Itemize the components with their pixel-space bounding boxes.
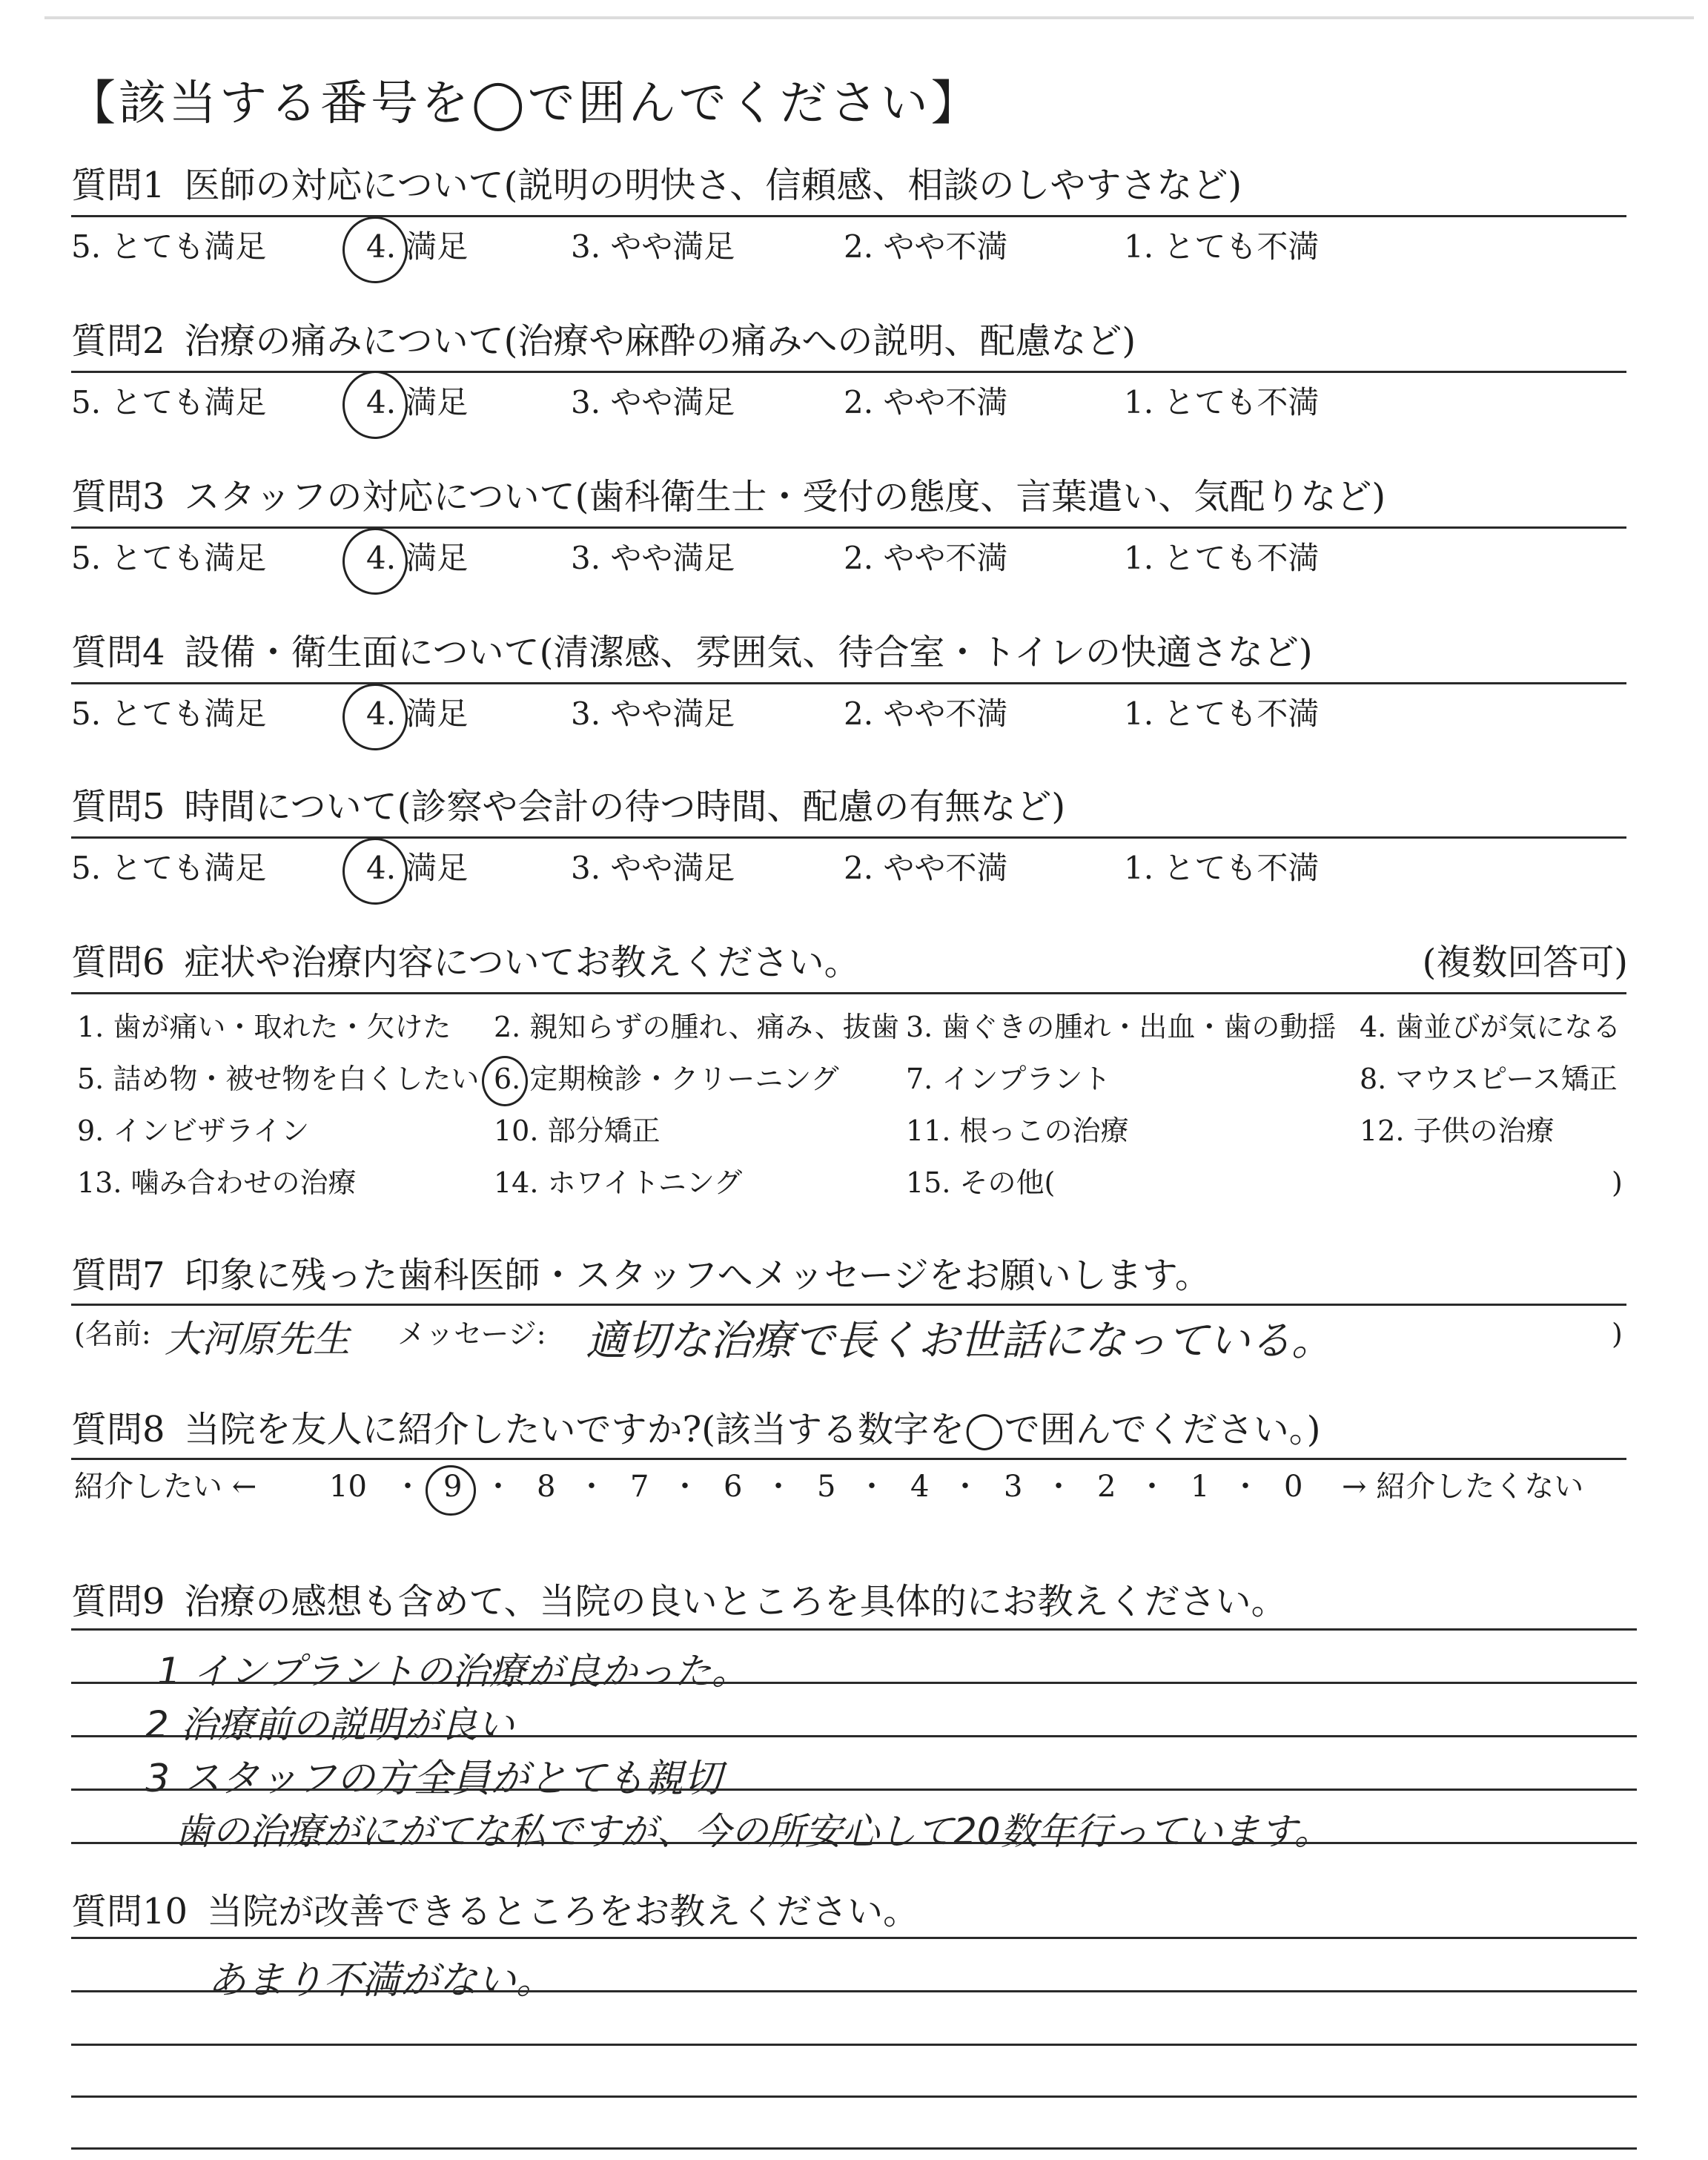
scale-8[interactable]: 8 — [537, 1470, 556, 1504]
scale-dot: ・ — [1044, 1470, 1073, 1504]
symptom-option-12[interactable]: 12. 子供の治療 — [1360, 1114, 1555, 1147]
rating-option-4[interactable]: 4. 満足 — [366, 540, 469, 576]
selected-circle — [342, 684, 408, 750]
selected-circle — [426, 1465, 476, 1516]
rating-option-2[interactable]: 2. やや不満 — [844, 384, 1008, 420]
question-label: 質問3 — [71, 476, 165, 518]
scale-dot: ・ — [483, 1470, 513, 1504]
scale-dot: ・ — [577, 1470, 606, 1504]
name-label: (名前: — [74, 1318, 151, 1350]
question-text: 医師の対応について(説明の明快さ、信頼感、相談のしやすさなど) — [184, 165, 1242, 206]
question-rule — [71, 371, 1626, 373]
answer-line — [71, 1990, 1637, 1992]
question-text: 設備・衛生面について(清潔感、雰囲気、待合室・トイレの快適さなど) — [184, 632, 1313, 673]
question-1 — [71, 163, 1628, 208]
question-rule — [71, 526, 1626, 529]
scale-0[interactable]: 0 — [1284, 1470, 1303, 1504]
scale-dot: ・ — [857, 1470, 887, 1504]
scale-6[interactable]: 6 — [724, 1470, 743, 1504]
question-5 — [71, 785, 1628, 829]
selected-circle — [482, 1056, 528, 1106]
message-close-paren: ) — [1612, 1318, 1623, 1350]
rating-option-5[interactable]: 5. とても満足 — [71, 850, 267, 886]
selected-circle — [342, 838, 408, 905]
symptom-option-11[interactable]: 11. 根っこの治療 — [906, 1114, 1129, 1147]
question-9 — [71, 1579, 1628, 1624]
scale-dot: ・ — [670, 1470, 700, 1504]
question-text: 印象に残った歯科医師・スタッフへメッセージをお願いします。 — [184, 1255, 1211, 1296]
message-handwritten[interactable]: 適切な治療で長くお世話になっている。 — [586, 1317, 1333, 1365]
answer-handwritten-4[interactable]: 歯の治療がにがてな私ですが、今の所安心して20数年行っています。 — [175, 1810, 1331, 1853]
rating-option-5[interactable]: 5. とても満足 — [71, 540, 267, 576]
selected-circle — [342, 217, 408, 283]
question-10 — [71, 1889, 1628, 1934]
scale-dot: ・ — [1137, 1470, 1167, 1504]
symptom-option-1[interactable]: 1. 歯が痛い・取れた・欠けた — [77, 1011, 451, 1043]
question-label: 質問7 — [71, 1255, 165, 1296]
scale-10[interactable]: 10 — [329, 1470, 367, 1504]
top-border — [44, 16, 1694, 19]
answer-line — [71, 1735, 1637, 1737]
question-label: 質問9 — [71, 1581, 165, 1622]
answer-line — [71, 1682, 1637, 1684]
answer-line — [71, 1628, 1637, 1631]
rating-option-1[interactable]: 1. とても不満 — [1124, 228, 1320, 265]
question-label: 質問5 — [71, 786, 165, 828]
page-title: 【該当する番号を◯で囲んでください】 — [68, 76, 982, 131]
rating-option-3[interactable]: 3. やや満足 — [571, 850, 735, 886]
improvement-handwritten[interactable]: あまり不満がない。 — [208, 1958, 555, 2003]
question-4 — [71, 630, 1628, 675]
rating-option-3[interactable]: 3. やや満足 — [571, 384, 735, 420]
answer-line — [71, 2095, 1637, 2098]
symptom-option-15[interactable]: 15. その他( — [906, 1166, 1056, 1199]
symptom-option-9[interactable]: 9. インビザライン — [77, 1114, 310, 1147]
symptom-option-13[interactable]: 13. 噛み合わせの治療 — [77, 1166, 357, 1199]
question-rule — [71, 682, 1626, 684]
rating-option-2[interactable]: 2. やや不満 — [844, 850, 1008, 886]
symptom-option-5[interactable]: 5. 詰め物・被せ物を白くしたい — [77, 1063, 480, 1095]
question-label: 質問8 — [71, 1409, 165, 1450]
rating-option-4[interactable]: 4. 満足 — [366, 228, 469, 265]
answer-line — [71, 2147, 1637, 2150]
question-rule — [71, 215, 1626, 217]
symptom-option-6[interactable]: 6. 定期検診・クリーニング — [494, 1063, 839, 1095]
question-3 — [71, 475, 1628, 519]
symptom-option-10[interactable]: 10. 部分矯正 — [494, 1114, 661, 1147]
other-close-paren: ) — [1612, 1166, 1623, 1199]
scale-dot: ・ — [1231, 1470, 1260, 1504]
answer-line — [71, 1937, 1637, 1939]
scale-2[interactable]: 2 — [1097, 1470, 1116, 1504]
rating-option-1[interactable]: 1. とても不満 — [1124, 850, 1320, 886]
rating-option-2[interactable]: 2. やや不満 — [844, 696, 1008, 732]
question-rule — [71, 1458, 1626, 1460]
rating-option-3[interactable]: 3. やや満足 — [571, 540, 735, 576]
question-rule — [71, 836, 1626, 839]
answer-handwritten-3[interactable]: 3 スタッフの方全員がとても親切 — [145, 1757, 722, 1801]
answer-line — [71, 2044, 1637, 2046]
staff-name-handwritten[interactable]: 大河原先生 — [165, 1318, 350, 1361]
scale-9[interactable]: 9 — [443, 1470, 463, 1504]
symptom-option-4[interactable]: 4. 歯並びが気になる — [1360, 1011, 1621, 1043]
symptom-option-7[interactable]: 7. インプラント — [906, 1063, 1111, 1095]
answer-line — [71, 1842, 1637, 1844]
rating-option-2[interactable]: 2. やや不満 — [844, 540, 1008, 576]
selected-circle — [342, 371, 408, 439]
question-label: 質問6 — [71, 942, 165, 983]
scale-dot: ・ — [950, 1470, 980, 1504]
recommend-left-label: 紹介したい ← — [74, 1470, 257, 1504]
answer-line — [71, 1789, 1637, 1791]
question-label: 質問2 — [71, 320, 165, 362]
question-text: スタッフの対応について(歯科衛生士・受付の態度、言葉遣い、気配りなど) — [184, 476, 1386, 518]
rating-option-1[interactable]: 1. とても不満 — [1124, 696, 1320, 732]
rating-option-1[interactable]: 1. とても不満 — [1124, 540, 1320, 576]
symptom-option-14[interactable]: 14. ホワイトニング — [494, 1166, 743, 1199]
question-label: 質問1 — [71, 165, 165, 206]
rating-option-1[interactable]: 1. とても不満 — [1124, 384, 1320, 420]
question-rule — [71, 1304, 1626, 1306]
scale-4[interactable]: 4 — [910, 1470, 930, 1504]
rating-option-3[interactable]: 3. やや満足 — [571, 228, 735, 265]
answer-handwritten-1[interactable]: 1 インプラントの治療が良かった。 — [157, 1650, 749, 1693]
rating-option-4[interactable]: 4. 満足 — [366, 696, 469, 732]
answer-handwritten-2[interactable]: 2 治療前の説明が良い — [145, 1703, 514, 1746]
rating-option-2[interactable]: 2. やや不満 — [844, 228, 1008, 265]
question-rule — [71, 992, 1626, 994]
question-text: 時間について(診察や会計の待つ時間、配慮の有無など) — [184, 786, 1066, 828]
rating-option-4[interactable]: 4. 満足 — [366, 850, 469, 886]
rating-option-4[interactable]: 4. 満足 — [366, 384, 469, 420]
scale-3[interactable]: 3 — [1004, 1470, 1023, 1504]
scale-dot: ・ — [764, 1470, 793, 1504]
scale-5[interactable]: 5 — [817, 1470, 836, 1504]
recommend-right-label: → 紹介したくない — [1342, 1470, 1584, 1504]
multiple-answer-note: (複数回答可) — [1422, 942, 1628, 983]
rating-option-5[interactable]: 5. とても満足 — [71, 384, 267, 420]
question-label: 質問4 — [71, 632, 165, 673]
rating-option-3[interactable]: 3. やや満足 — [571, 696, 735, 732]
scale-1[interactable]: 1 — [1191, 1470, 1210, 1504]
question-text: 治療の感想も含めて、当院の良いところを具体的にお教えください。 — [184, 1581, 1287, 1622]
question-text: 当院が改善できるところをお教えください。 — [207, 1891, 919, 1932]
symptom-option-2[interactable]: 2. 親知らずの腫れ、痛み、抜歯 — [494, 1011, 899, 1043]
symptom-option-8[interactable]: 8. マウスピース矯正 — [1360, 1063, 1618, 1095]
scale-dot: ・ — [393, 1470, 423, 1504]
question-6 — [71, 940, 1628, 985]
selected-circle — [342, 528, 408, 595]
question-text: 治療の痛みについて(治療や麻酔の痛みへの説明、配慮など) — [184, 320, 1136, 362]
question-8 — [71, 1407, 1628, 1452]
rating-option-5[interactable]: 5. とても満足 — [71, 228, 267, 265]
message-label: メッセージ: — [397, 1318, 546, 1350]
symptom-option-3[interactable]: 3. 歯ぐきの腫れ・出血・歯の動揺 — [906, 1011, 1337, 1043]
question-label: 質問10 — [71, 1891, 188, 1932]
question-text: 症状や治療内容についてお教えください。 — [184, 942, 860, 983]
scale-7[interactable]: 7 — [630, 1470, 649, 1504]
question-7 — [71, 1253, 1628, 1298]
question-text: 当院を友人に紹介したいですか?(該当する数字を◯で囲んでください。) — [184, 1409, 1321, 1450]
question-2 — [71, 319, 1628, 363]
rating-option-5[interactable]: 5. とても満足 — [71, 696, 267, 732]
